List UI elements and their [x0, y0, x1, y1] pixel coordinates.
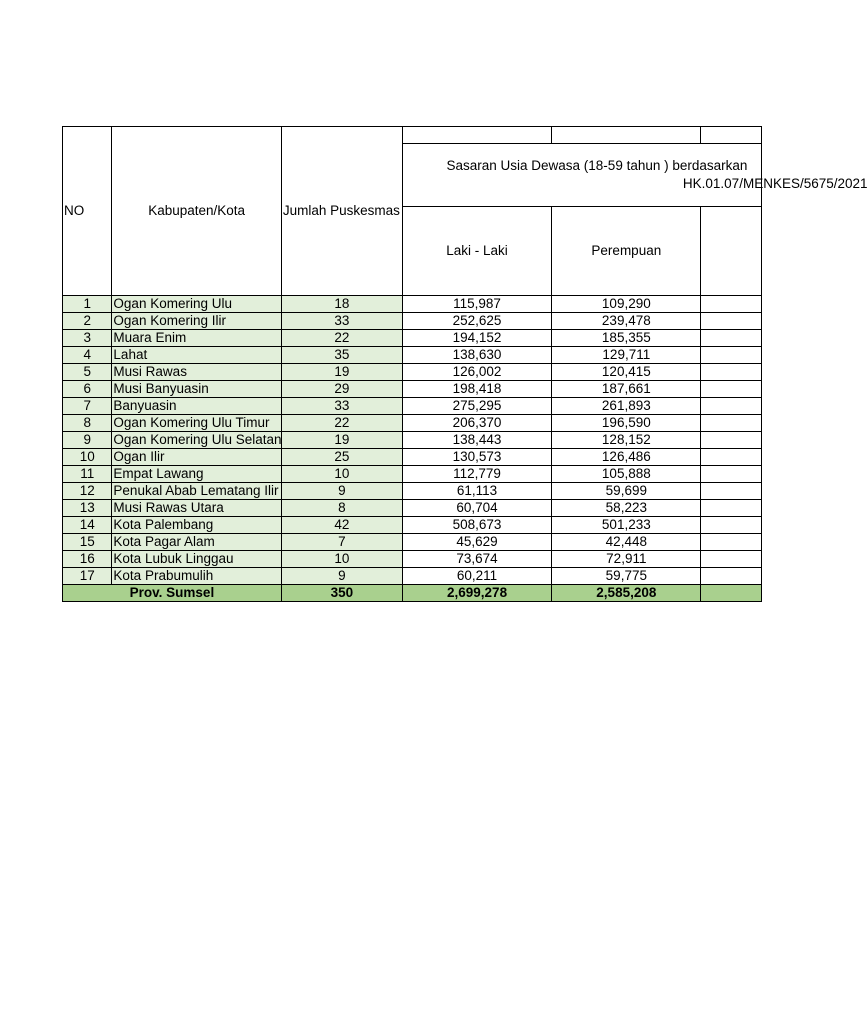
- row-blank-cell[interactable]: [701, 330, 762, 347]
- row-laki-cell[interactable]: 60,211: [402, 568, 551, 585]
- row-puskesmas-cell[interactable]: 19: [281, 364, 402, 381]
- row-blank-cell[interactable]: [701, 398, 762, 415]
- row-no-cell[interactable]: 5: [63, 364, 112, 381]
- row-kabupaten-cell[interactable]: Muara Enim: [112, 330, 281, 347]
- row-laki-cell[interactable]: 252,625: [402, 313, 551, 330]
- row-perempuan-cell[interactable]: 59,775: [552, 568, 701, 585]
- row-perempuan-cell[interactable]: 128,152: [552, 432, 701, 449]
- total-perempuan-cell[interactable]: 2,585,208: [552, 585, 701, 602]
- row-no-cell[interactable]: 8: [63, 415, 112, 432]
- row-perempuan-cell[interactable]: 261,893: [552, 398, 701, 415]
- total-puskesmas-cell[interactable]: 350: [281, 585, 402, 602]
- row-perempuan-cell[interactable]: 129,711: [552, 347, 701, 364]
- row-puskesmas-cell[interactable]: 35: [281, 347, 402, 364]
- header-sasaran[interactable]: [402, 144, 868, 207]
- row-perempuan-cell[interactable]: 109,290: [552, 296, 701, 313]
- row-no-cell[interactable]: 15: [63, 534, 112, 551]
- row-laki-cell[interactable]: 73,674: [402, 551, 551, 568]
- row-no-cell[interactable]: 7: [63, 398, 112, 415]
- row-laki-cell[interactable]: 112,779: [402, 466, 551, 483]
- row-blank-cell[interactable]: [701, 551, 762, 568]
- row-laki-cell[interactable]: 130,573: [402, 449, 551, 466]
- row-kabupaten-cell[interactable]: Lahat: [112, 347, 281, 364]
- sasaran-table: [62, 126, 868, 602]
- row-laki-cell[interactable]: 194,152: [402, 330, 551, 347]
- row-puskesmas-cell[interactable]: 10: [281, 551, 402, 568]
- total-label-cell[interactable]: Prov. Sumsel: [63, 585, 282, 602]
- row-puskesmas-cell[interactable]: 19: [281, 432, 402, 449]
- row-puskesmas-cell[interactable]: 33: [281, 398, 402, 415]
- row-puskesmas-cell[interactable]: 7: [281, 534, 402, 551]
- row-laki-cell[interactable]: 508,673: [402, 517, 551, 534]
- row-kabupaten-cell[interactable]: Ogan Komering Ulu: [112, 296, 281, 313]
- row-puskesmas-cell[interactable]: 9: [281, 568, 402, 585]
- row-no-cell[interactable]: 13: [63, 500, 112, 517]
- row-puskesmas-cell[interactable]: 25: [281, 449, 402, 466]
- table-row: [63, 381, 762, 398]
- header-sasaran-line1: Sasaran Usia Dewasa (18-59 tahun ) berdasarkan: [446, 158, 748, 173]
- row-blank-cell[interactable]: [701, 347, 762, 364]
- header-blank-cell[interactable]: [701, 127, 762, 144]
- row-kabupaten-cell[interactable]: Musi Rawas Utara: [112, 500, 281, 517]
- row-blank-cell[interactable]: [701, 313, 762, 330]
- table-row: [63, 449, 762, 466]
- table-row: [63, 483, 762, 500]
- header-blank-cell[interactable]: [402, 127, 551, 144]
- row-kabupaten-cell[interactable]: Empat Lawang: [112, 466, 281, 483]
- row-puskesmas-cell[interactable]: 33: [281, 313, 402, 330]
- row-no-cell[interactable]: 9: [63, 432, 112, 449]
- spreadsheet-area: [62, 126, 868, 612]
- row-kabupaten-cell[interactable]: Kota Lubuk Linggau: [112, 551, 281, 568]
- row-no-cell[interactable]: 6: [63, 381, 112, 398]
- row-kabupaten-cell[interactable]: Penukal Abab Lematang Ilir: [112, 483, 281, 500]
- row-puskesmas-cell[interactable]: 10: [281, 466, 402, 483]
- row-laki-cell[interactable]: 45,629: [402, 534, 551, 551]
- row-laki-cell[interactable]: 126,002: [402, 364, 551, 381]
- table-row: [63, 398, 762, 415]
- total-laki-cell[interactable]: 2,699,278: [402, 585, 551, 602]
- table-row: [63, 330, 762, 347]
- row-no-cell[interactable]: 14: [63, 517, 112, 534]
- row-puskesmas-cell[interactable]: 9: [281, 483, 402, 500]
- header-perempuan[interactable]: Perempuan: [552, 207, 701, 296]
- table-row: [63, 432, 762, 449]
- row-kabupaten-cell[interactable]: Musi Rawas: [112, 364, 281, 381]
- row-kabupaten-cell[interactable]: Kota Palembang: [112, 517, 281, 534]
- row-perempuan-cell[interactable]: 72,911: [552, 551, 701, 568]
- row-laki-cell[interactable]: 206,370: [402, 415, 551, 432]
- row-no-cell[interactable]: 1: [63, 296, 112, 313]
- row-puskesmas-cell[interactable]: 22: [281, 415, 402, 432]
- row-perempuan-cell[interactable]: 105,888: [552, 466, 701, 483]
- row-no-cell[interactable]: 4: [63, 347, 112, 364]
- row-perempuan-cell[interactable]: 42,448: [552, 534, 701, 551]
- row-puskesmas-cell[interactable]: 8: [281, 500, 402, 517]
- row-perempuan-cell[interactable]: 120,415: [552, 364, 701, 381]
- row-perempuan-cell[interactable]: 501,233: [552, 517, 701, 534]
- row-blank-cell[interactable]: [701, 449, 762, 466]
- header-row-top: [63, 127, 762, 144]
- header-blank-cell[interactable]: [552, 127, 701, 144]
- row-blank-cell[interactable]: [701, 296, 762, 313]
- row-perempuan-cell[interactable]: 239,478: [552, 313, 701, 330]
- row-kabupaten-cell[interactable]: Kota Pagar Alam: [112, 534, 281, 551]
- row-no-cell[interactable]: 3: [63, 330, 112, 347]
- row-kabupaten-cell[interactable]: Musi Banyuasin: [112, 381, 281, 398]
- row-perempuan-cell[interactable]: 196,590: [552, 415, 701, 432]
- row-blank-cell[interactable]: [701, 483, 762, 500]
- row-blank-cell[interactable]: [701, 415, 762, 432]
- header-sasaran-line2: HK.01.07/MENKES/5675/2021: [682, 176, 868, 191]
- row-puskesmas-cell[interactable]: 42: [281, 517, 402, 534]
- row-no-cell[interactable]: 11: [63, 466, 112, 483]
- table-row: [63, 466, 762, 483]
- row-blank-cell[interactable]: [701, 568, 762, 585]
- row-laki-cell[interactable]: 138,630: [402, 347, 551, 364]
- header-kabupaten[interactable]: Kabupaten/Kota: [112, 127, 281, 296]
- row-no-cell[interactable]: 12: [63, 483, 112, 500]
- table-row: [63, 364, 762, 381]
- table-row: [63, 347, 762, 364]
- row-laki-cell[interactable]: 61,113: [402, 483, 551, 500]
- row-kabupaten-cell[interactable]: Kota Prabumulih: [112, 568, 281, 585]
- table-row: [63, 534, 762, 551]
- row-kabupaten-cell[interactable]: Ogan Komering Ulu Timur: [112, 415, 281, 432]
- row-blank-cell[interactable]: [701, 466, 762, 483]
- row-puskesmas-cell[interactable]: 29: [281, 381, 402, 398]
- row-laki-cell[interactable]: 138,443: [402, 432, 551, 449]
- table-row: [63, 415, 762, 432]
- row-no-cell[interactable]: 17: [63, 568, 112, 585]
- row-laki-cell[interactable]: 60,704: [402, 500, 551, 517]
- row-no-cell[interactable]: 16: [63, 551, 112, 568]
- table-row: [63, 568, 762, 585]
- total-blank-cell[interactable]: [701, 585, 762, 602]
- row-puskesmas-cell[interactable]: 22: [281, 330, 402, 347]
- row-laki-cell[interactable]: 115,987: [402, 296, 551, 313]
- table-row: [63, 313, 762, 330]
- row-no-cell[interactable]: 10: [63, 449, 112, 466]
- row-perempuan-cell[interactable]: 126,486: [552, 449, 701, 466]
- row-kabupaten-cell[interactable]: Banyuasin: [112, 398, 281, 415]
- row-kabupaten-cell[interactable]: Ogan Ilir: [112, 449, 281, 466]
- row-perempuan-cell[interactable]: 59,699: [552, 483, 701, 500]
- header-no[interactable]: NO: [63, 127, 112, 296]
- header-blank-cell[interactable]: [701, 207, 762, 296]
- table-row: [63, 551, 762, 568]
- table-row: [63, 500, 762, 517]
- row-no-cell[interactable]: 2: [63, 313, 112, 330]
- row-blank-cell[interactable]: [701, 500, 762, 517]
- row-puskesmas-cell[interactable]: 18: [281, 296, 402, 313]
- header-laki[interactable]: Laki - Laki: [402, 207, 551, 296]
- row-blank-cell[interactable]: [701, 517, 762, 534]
- row-perempuan-cell[interactable]: 185,355: [552, 330, 701, 347]
- header-jumlah-puskesmas[interactable]: Jumlah Puskesmas: [281, 127, 402, 296]
- row-blank-cell[interactable]: [701, 534, 762, 551]
- table-row: [63, 296, 762, 313]
- table-row: [63, 517, 762, 534]
- row-perempuan-cell[interactable]: 58,223: [552, 500, 701, 517]
- row-blank-cell[interactable]: [701, 364, 762, 381]
- row-blank-cell[interactable]: [701, 432, 762, 449]
- row-perempuan-cell[interactable]: 187,661: [552, 381, 701, 398]
- row-laki-cell[interactable]: 275,295: [402, 398, 551, 415]
- row-laki-cell[interactable]: 198,418: [402, 381, 551, 398]
- row-kabupaten-cell[interactable]: Ogan Komering Ilir: [112, 313, 281, 330]
- row-kabupaten-cell[interactable]: Ogan Komering Ulu Selatan: [113, 432, 282, 447]
- row-blank-cell[interactable]: [701, 381, 762, 398]
- total-row: [63, 585, 762, 602]
